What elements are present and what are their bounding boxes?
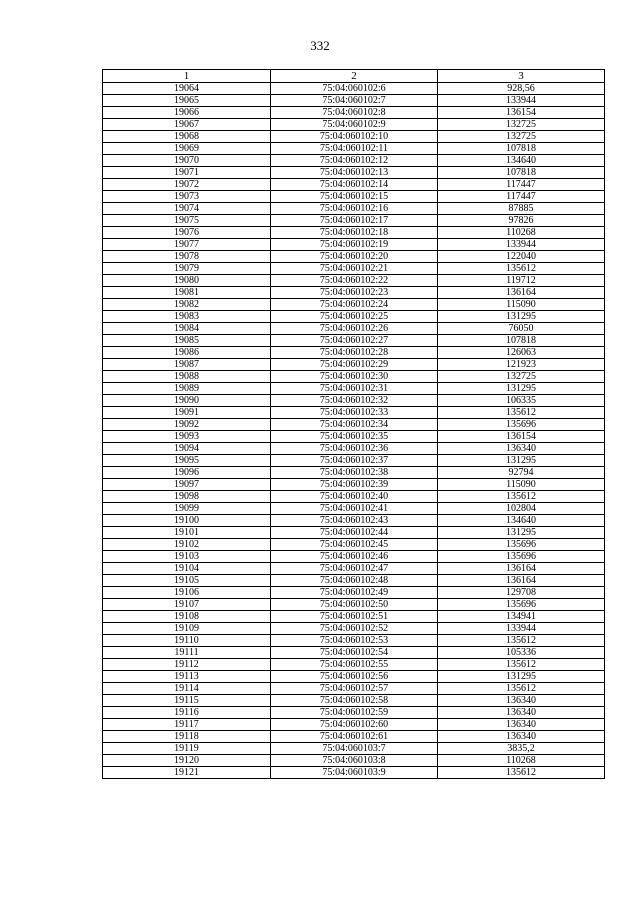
value-cell: 105336: [438, 647, 605, 659]
value-cell: 136340: [438, 719, 605, 731]
row-number-cell: 19115: [103, 695, 271, 707]
cadastral-number-cell: 75:04:060102:22: [271, 275, 438, 287]
row-number-cell: 19083: [103, 311, 271, 323]
table-row: [103, 563, 605, 575]
table-row: [103, 767, 605, 779]
cadastral-number-cell: 75:04:060103:9: [271, 767, 438, 779]
row-number-cell: 19114: [103, 683, 271, 695]
cadastral-number-cell: 75:04:060102:41: [271, 503, 438, 515]
row-number-cell: 19110: [103, 635, 271, 647]
value-cell: 135696: [438, 551, 605, 563]
table-row: [103, 443, 605, 455]
row-number-cell: 19078: [103, 251, 271, 263]
value-cell: 107818: [438, 143, 605, 155]
value-cell: 135612: [438, 659, 605, 671]
value-cell: 132725: [438, 119, 605, 131]
row-number-cell: 19073: [103, 191, 271, 203]
table-row: [103, 671, 605, 683]
table-row: [103, 515, 605, 527]
value-cell: 122040: [438, 251, 605, 263]
row-number-cell: 19120: [103, 755, 271, 767]
row-number-cell: 19066: [103, 107, 271, 119]
value-cell: 134640: [438, 515, 605, 527]
row-number-cell: 19111: [103, 647, 271, 659]
cadastral-number-cell: 75:04:060102:20: [271, 251, 438, 263]
table-row: [103, 611, 605, 623]
value-cell: 136164: [438, 287, 605, 299]
table-row: [103, 527, 605, 539]
value-cell: 119712: [438, 275, 605, 287]
table-row: [103, 695, 605, 707]
value-cell: 133944: [438, 623, 605, 635]
value-cell: 115090: [438, 299, 605, 311]
value-cell: 136154: [438, 107, 605, 119]
cadastral-number-cell: 75:04:060102:24: [271, 299, 438, 311]
table-row: [103, 647, 605, 659]
cadastral-number-cell: 75:04:060102:56: [271, 671, 438, 683]
page-number: 332: [310, 38, 330, 53]
value-cell: 110268: [438, 755, 605, 767]
row-number-cell: 19088: [103, 371, 271, 383]
value-cell: 133944: [438, 95, 605, 107]
cadastral-number-cell: 75:04:060102:58: [271, 695, 438, 707]
cadastral-number-cell: 75:04:060102:46: [271, 551, 438, 563]
row-number-cell: 19087: [103, 359, 271, 371]
table-row: [103, 467, 605, 479]
cadastral-number-cell: 75:04:060102:26: [271, 323, 438, 335]
cadastral-number-cell: 75:04:060102:6: [271, 83, 438, 95]
row-number-cell: 19069: [103, 143, 271, 155]
row-number-cell: 19098: [103, 491, 271, 503]
table-row: [103, 155, 605, 167]
cadastral-number-cell: 75:04:060102:18: [271, 227, 438, 239]
row-number-cell: 19113: [103, 671, 271, 683]
row-number-cell: 19067: [103, 119, 271, 131]
column-header-3: 3: [438, 70, 605, 83]
row-number-cell: 19071: [103, 167, 271, 179]
value-cell: 107818: [438, 335, 605, 347]
cadastral-number-cell: 75:04:060102:47: [271, 563, 438, 575]
cadastral-number-cell: 75:04:060102:11: [271, 143, 438, 155]
value-cell: 115090: [438, 479, 605, 491]
value-cell: 136340: [438, 443, 605, 455]
value-cell: 87885: [438, 203, 605, 215]
row-number-cell: 19095: [103, 455, 271, 467]
row-number-cell: 19075: [103, 215, 271, 227]
value-cell: 76050: [438, 323, 605, 335]
row-number-cell: 19117: [103, 719, 271, 731]
table-row: [103, 551, 605, 563]
cadastral-number-cell: 75:04:060102:60: [271, 719, 438, 731]
table-row: [103, 491, 605, 503]
table-row: [103, 335, 605, 347]
value-cell: 106335: [438, 395, 605, 407]
value-cell: 131295: [438, 383, 605, 395]
row-number-cell: 19104: [103, 563, 271, 575]
row-number-cell: 19070: [103, 155, 271, 167]
table-row: [103, 683, 605, 695]
table-row: [103, 383, 605, 395]
row-number-cell: 19077: [103, 239, 271, 251]
table-row: [103, 263, 605, 275]
value-cell: 132725: [438, 131, 605, 143]
value-cell: 134640: [438, 155, 605, 167]
row-number-cell: 19105: [103, 575, 271, 587]
cadastral-number-cell: 75:04:060102:48: [271, 575, 438, 587]
table-row: [103, 731, 605, 743]
row-number-cell: 19089: [103, 383, 271, 395]
cadastral-number-cell: 75:04:060102:7: [271, 95, 438, 107]
value-cell: 126063: [438, 347, 605, 359]
cadastral-number-cell: 75:04:060102:45: [271, 539, 438, 551]
cadastral-number-cell: 75:04:060102:57: [271, 683, 438, 695]
row-number-cell: 19121: [103, 767, 271, 779]
cadastral-number-cell: 75:04:060102:55: [271, 659, 438, 671]
cadastral-number-cell: 75:04:060102:40: [271, 491, 438, 503]
value-cell: 131295: [438, 455, 605, 467]
row-number-cell: 19109: [103, 623, 271, 635]
cadastral-number-cell: 75:04:060102:15: [271, 191, 438, 203]
table-row: [103, 83, 605, 95]
value-cell: 132725: [438, 371, 605, 383]
value-cell: 135612: [438, 767, 605, 779]
table-row: [103, 191, 605, 203]
table-row: [103, 419, 605, 431]
value-cell: 110268: [438, 227, 605, 239]
cadastral-number-cell: 75:04:060102:23: [271, 287, 438, 299]
value-cell: 134941: [438, 611, 605, 623]
value-cell: 97826: [438, 215, 605, 227]
table-row: [103, 371, 605, 383]
cadastral-number-cell: 75:04:060102:13: [271, 167, 438, 179]
value-cell: 129708: [438, 587, 605, 599]
table-row: [103, 131, 605, 143]
value-cell: 107818: [438, 167, 605, 179]
row-number-cell: 19080: [103, 275, 271, 287]
row-number-cell: 19068: [103, 131, 271, 143]
cadastral-number-cell: 75:04:060102:53: [271, 635, 438, 647]
value-cell: 135612: [438, 635, 605, 647]
row-number-cell: 19097: [103, 479, 271, 491]
row-number-cell: 19074: [103, 203, 271, 215]
cadastral-number-cell: 75:04:060102:51: [271, 611, 438, 623]
table-row: [103, 167, 605, 179]
cadastral-number-cell: 75:04:060102:52: [271, 623, 438, 635]
table-row: [103, 575, 605, 587]
value-cell: 133944: [438, 239, 605, 251]
cadastral-number-cell: 75:04:060102:10: [271, 131, 438, 143]
row-number-cell: 19090: [103, 395, 271, 407]
value-cell: 135612: [438, 263, 605, 275]
cadastral-number-cell: 75:04:060102:8: [271, 107, 438, 119]
table-row: [103, 287, 605, 299]
cadastral-number-cell: 75:04:060102:12: [271, 155, 438, 167]
value-cell: 136154: [438, 431, 605, 443]
table-row: [103, 743, 605, 755]
value-cell: 135696: [438, 419, 605, 431]
value-cell: 135696: [438, 539, 605, 551]
table-row: [103, 179, 605, 191]
value-cell: 131295: [438, 311, 605, 323]
cadastral-number-cell: 75:04:060102:27: [271, 335, 438, 347]
value-cell: 136340: [438, 707, 605, 719]
row-number-cell: 19085: [103, 335, 271, 347]
table-row: [103, 635, 605, 647]
row-number-cell: 19103: [103, 551, 271, 563]
row-number-cell: 19064: [103, 83, 271, 95]
cadastral-number-cell: 75:04:060102:28: [271, 347, 438, 359]
row-number-cell: 19100: [103, 515, 271, 527]
cadastral-number-cell: 75:04:060102:25: [271, 311, 438, 323]
table-row: [103, 311, 605, 323]
cadastral-number-cell: 75:04:060102:14: [271, 179, 438, 191]
row-number-cell: 19119: [103, 743, 271, 755]
row-number-cell: 19081: [103, 287, 271, 299]
table-row: [103, 227, 605, 239]
table-row: [103, 119, 605, 131]
row-number-cell: 19094: [103, 443, 271, 455]
value-cell: 136164: [438, 575, 605, 587]
table-row: [103, 107, 605, 119]
table-header-row: [103, 70, 605, 83]
table-row: [103, 539, 605, 551]
cadastral-number-cell: 75:04:060103:8: [271, 755, 438, 767]
row-number-cell: 19072: [103, 179, 271, 191]
cadastral-number-cell: 75:04:060102:37: [271, 455, 438, 467]
table-row: [103, 707, 605, 719]
value-cell: 131295: [438, 527, 605, 539]
row-number-cell: 19065: [103, 95, 271, 107]
value-cell: 135696: [438, 599, 605, 611]
cadastral-number-cell: 75:04:060102:29: [271, 359, 438, 371]
value-cell: 117447: [438, 179, 605, 191]
row-number-cell: 19084: [103, 323, 271, 335]
cadastral-number-cell: 75:04:060102:54: [271, 647, 438, 659]
cadastral-number-cell: 75:04:060102:38: [271, 467, 438, 479]
value-cell: 136340: [438, 731, 605, 743]
table-row: [103, 347, 605, 359]
cadastral-number-cell: 75:04:060102:36: [271, 443, 438, 455]
row-number-cell: 19076: [103, 227, 271, 239]
row-number-cell: 19092: [103, 419, 271, 431]
cadastral-number-cell: 75:04:060102:49: [271, 587, 438, 599]
row-number-cell: 19102: [103, 539, 271, 551]
row-number-cell: 19107: [103, 599, 271, 611]
cadastral-number-cell: 75:04:060102:61: [271, 731, 438, 743]
table-row: [103, 359, 605, 371]
table-row: [103, 203, 605, 215]
table-row: [103, 395, 605, 407]
value-cell: 135612: [438, 683, 605, 695]
table-row: [103, 755, 605, 767]
value-cell: 135612: [438, 407, 605, 419]
table-row: [103, 407, 605, 419]
row-number-cell: 19106: [103, 587, 271, 599]
cadastral-number-cell: 75:04:060102:19: [271, 239, 438, 251]
row-number-cell: 19116: [103, 707, 271, 719]
table-row: [103, 479, 605, 491]
value-cell: 136164: [438, 563, 605, 575]
table-row: [103, 623, 605, 635]
row-number-cell: 19108: [103, 611, 271, 623]
column-header-1: 1: [103, 70, 271, 83]
table-row: [103, 299, 605, 311]
table-row: [103, 275, 605, 287]
cadastral-number-cell: 75:04:060102:31: [271, 383, 438, 395]
row-number-cell: 19079: [103, 263, 271, 275]
table-row: [103, 323, 605, 335]
cadastral-number-cell: 75:04:060102:39: [271, 479, 438, 491]
row-number-cell: 19101: [103, 527, 271, 539]
table-body: [103, 83, 605, 779]
table-row: [103, 587, 605, 599]
table-row: [103, 143, 605, 155]
table-row: [103, 251, 605, 263]
row-number-cell: 19112: [103, 659, 271, 671]
table-row: [103, 215, 605, 227]
row-number-cell: 19091: [103, 407, 271, 419]
column-header-2: 2: [271, 70, 438, 83]
value-cell: 928,56: [438, 83, 605, 95]
row-number-cell: 19096: [103, 467, 271, 479]
cadastral-number-cell: 75:04:060102:32: [271, 395, 438, 407]
table-row: [103, 503, 605, 515]
cadastral-number-cell: 75:04:060102:34: [271, 419, 438, 431]
row-number-cell: 19086: [103, 347, 271, 359]
cadastral-value-table: [102, 69, 605, 779]
cadastral-number-cell: 75:04:060102:33: [271, 407, 438, 419]
cadastral-number-cell: 75:04:060102:30: [271, 371, 438, 383]
value-cell: 135612: [438, 491, 605, 503]
table-row: [103, 659, 605, 671]
value-cell: 136340: [438, 695, 605, 707]
table-row: [103, 719, 605, 731]
cadastral-number-cell: 75:04:060102:17: [271, 215, 438, 227]
cadastral-number-cell: 75:04:060102:35: [271, 431, 438, 443]
value-cell: 92794: [438, 467, 605, 479]
cadastral-number-cell: 75:04:060102:16: [271, 203, 438, 215]
row-number-cell: 19093: [103, 431, 271, 443]
table-row: [103, 95, 605, 107]
row-number-cell: 19082: [103, 299, 271, 311]
cadastral-number-cell: 75:04:060102:50: [271, 599, 438, 611]
table-row: [103, 599, 605, 611]
value-cell: 131295: [438, 671, 605, 683]
cadastral-number-cell: 75:04:060102:44: [271, 527, 438, 539]
row-number-cell: 19118: [103, 731, 271, 743]
value-cell: 121923: [438, 359, 605, 371]
cadastral-number-cell: 75:04:060102:21: [271, 263, 438, 275]
value-cell: 3835,2: [438, 743, 605, 755]
row-number-cell: 19099: [103, 503, 271, 515]
cadastral-number-cell: 75:04:060102:59: [271, 707, 438, 719]
table-row: [103, 455, 605, 467]
cadastral-number-cell: 75:04:060102:43: [271, 515, 438, 527]
cadastral-number-cell: 75:04:060102:9: [271, 119, 438, 131]
value-cell: 117447: [438, 191, 605, 203]
cadastral-number-cell: 75:04:060103:7: [271, 743, 438, 755]
value-cell: 102804: [438, 503, 605, 515]
table-row: [103, 431, 605, 443]
table-row: [103, 239, 605, 251]
